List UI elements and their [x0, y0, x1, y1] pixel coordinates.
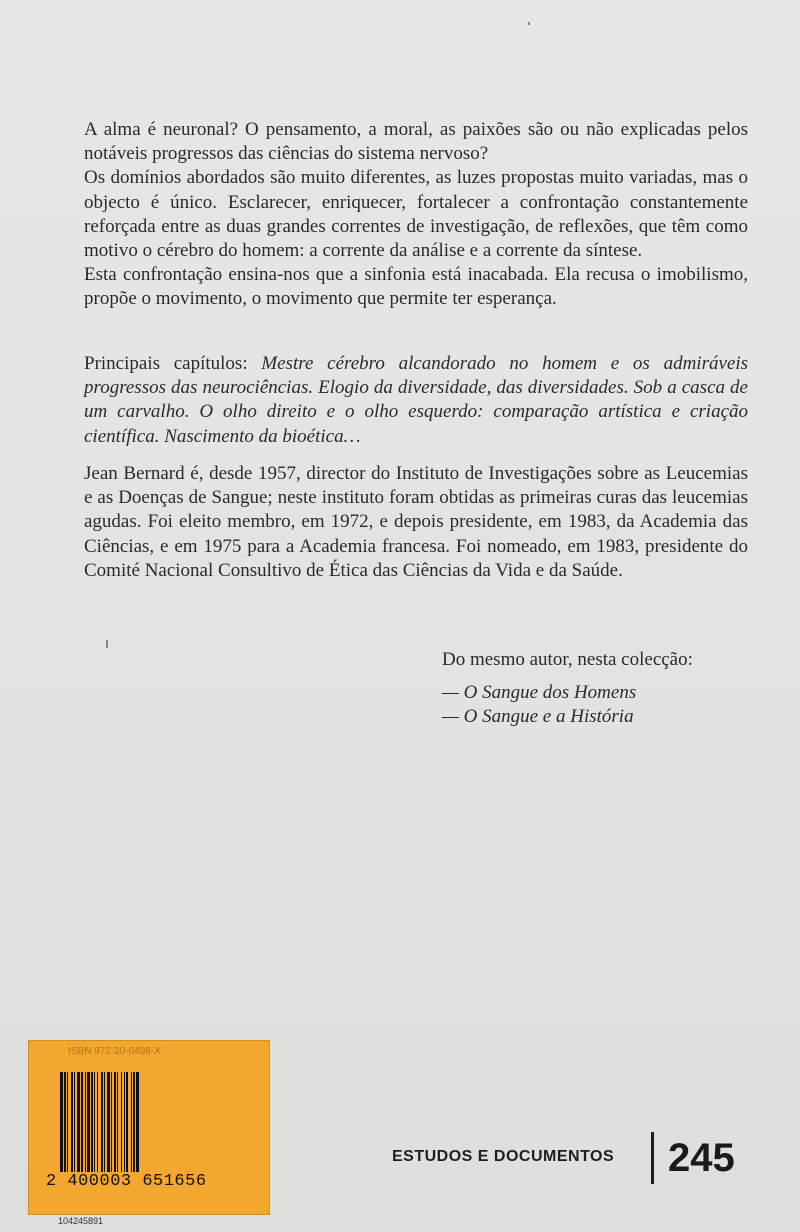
author-bio: Jean Bernard é, desde 1957, director do Instituto de Investigações sobre as Leucemias e as Doenças de Sangue; neste instituto foram obtidas as primeiras curas das leucemias agudas. Foi eleito membro, em 1972, e depois presidente, em 1983, da Academia das Ciências, e em 1975 para a Academia francesa. Foi nomeado, em 1983, presidente do Comité Nacional Consultivo de Ética das Ciências da Vida e da Saúde. — [84, 463, 748, 581]
series-number: 245 — [668, 1136, 735, 1180]
same-author-book-1: — O Sangue dos Homens — [442, 681, 637, 703]
price-barcode-sticker — [28, 1040, 270, 1215]
same-author-items — [442, 681, 693, 730]
sticker-isbn-text: ISBN 972-20-0498-X — [68, 1046, 161, 1057]
sticker-under-code: 104245891 — [58, 1216, 104, 1226]
synopsis-paragraph-1-text: A alma é neuronal? O pensamento, a moral, as paixões são ou não explicadas pelos notáveis progressos das ciências do sistema nervoso? — [84, 119, 748, 165]
chapters-block — [84, 352, 748, 449]
same-author-book-2: — O Sangue e a História — [442, 706, 634, 727]
barcode-bar — [139, 1072, 141, 1178]
synopsis-paragraph-1 — [84, 118, 748, 166]
barcode-number: 2 400003 651656 — [46, 1172, 207, 1191]
series-name: ESTUDOS E DOCUMENTOS — [392, 1148, 615, 1165]
synopsis-paragraph-2 — [84, 166, 748, 263]
series-divider — [651, 1132, 654, 1184]
synopsis-paragraph-3-text: Esta confrontação ensina-nos que a sinfonia está inacabada. Ela recusa o imobilismo, propõe o movimento, o movimento que permite ter esperança. — [84, 264, 748, 310]
print-speck — [528, 22, 530, 25]
chapters-list: Mestre cérebro alcandorado no homem e os admiráveis progressos das neurociências. Elogio da diversidade, das diversidades. Sob a casca de um carvalho. O olho direito e o olho esquerdo: comparação artística e criação científica. Nascimento da bioética… — [84, 353, 748, 447]
barcode — [60, 1072, 248, 1178]
print-speck — [106, 640, 108, 648]
chapters-paragraph — [84, 352, 748, 449]
same-author-list — [442, 648, 693, 730]
chapters-lead: Principais capítulos: — [84, 353, 248, 374]
synopsis-block — [84, 118, 748, 312]
synopsis-paragraph-2-text: Os domínios abordados são muito diferentes, as luzes propostas muito variadas, mas o objecto é único. Esclarecer, enriquecer, fortalecer a confrontação constantemente reforçada entre as duas grandes correntes de investigação, de reflexões, que têm como motivo o cérebro do homem: a corrente da análise e a corrente da síntese. — [84, 167, 748, 262]
synopsis-paragraph-3 — [84, 263, 748, 311]
same-author-heading: Do mesmo autor, nesta colecção: — [442, 649, 693, 670]
author-bio-block — [84, 462, 748, 583]
